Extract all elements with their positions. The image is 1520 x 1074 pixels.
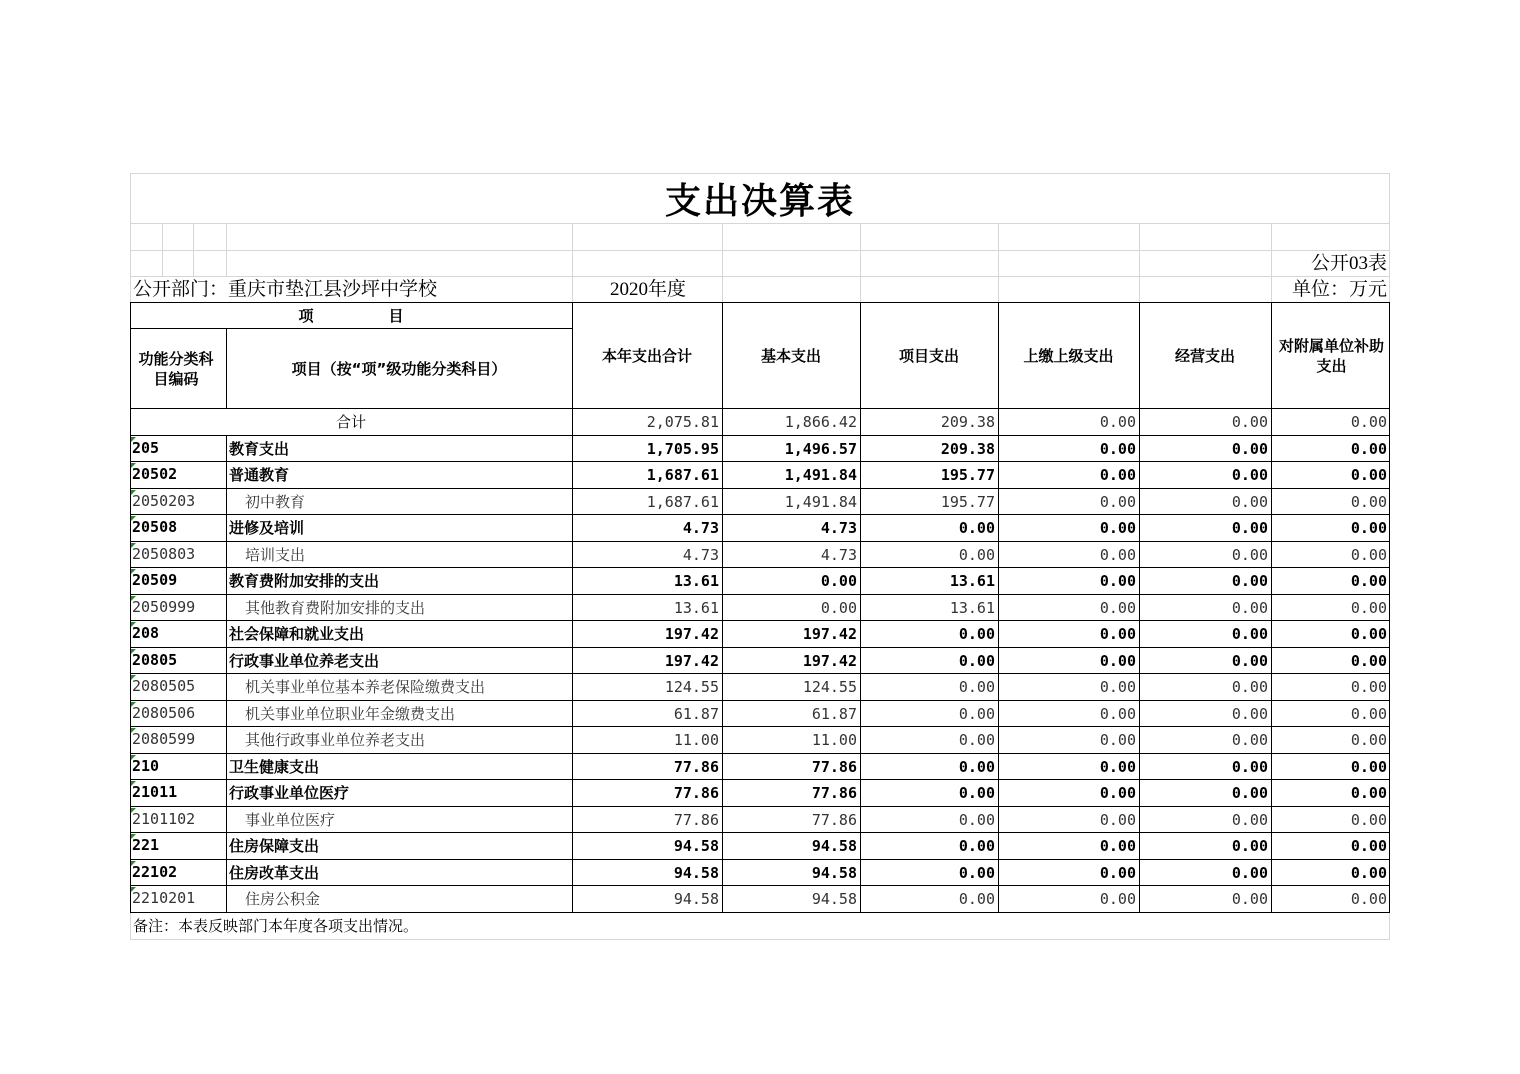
row-code: 2080599 — [132, 730, 196, 748]
row-value-0: 94.58 — [673, 863, 719, 882]
row-name: 普通教育 — [229, 466, 290, 484]
row-name: 培训支出 — [245, 545, 306, 564]
total-label: 合计 — [335, 413, 366, 431]
grid-line — [130, 594, 1390, 595]
row-value-0: 1,687.61 — [646, 466, 719, 484]
row-value-4: 0.00 — [1231, 598, 1268, 617]
row-value-0: 197.42 — [664, 651, 719, 670]
grid-line — [572, 223, 573, 276]
grid-line — [130, 567, 1390, 568]
header-name: 项目（按“项”级功能分类科目） — [291, 360, 507, 378]
grid-line — [130, 461, 1390, 462]
grid-line — [130, 328, 572, 329]
row-value-0: 1,705.95 — [646, 439, 719, 458]
row-value-2: 0.00 — [958, 678, 995, 696]
row-value-1: 94.58 — [811, 890, 857, 908]
row-value-1: 197.42 — [802, 651, 857, 670]
row-value-5: 0.00 — [1350, 810, 1387, 829]
grid-line — [130, 726, 1390, 727]
row-value-4: 0.00 — [1231, 466, 1268, 484]
row-value-4: 0.00 — [1231, 784, 1268, 802]
row-code: 22102 — [132, 862, 178, 881]
row-value-2: 0.00 — [958, 519, 995, 537]
expenditure-sheet — [130, 173, 1390, 940]
row-value-3: 0.00 — [1099, 784, 1136, 802]
row-value-4: 0.00 — [1231, 678, 1268, 696]
row-value-0: 124.55 — [664, 678, 719, 696]
total-value-3: 0.00 — [1099, 413, 1136, 431]
row-value-5: 0.00 — [1350, 492, 1387, 511]
row-name: 住房保障支出 — [229, 837, 320, 855]
row-value-0: 13.61 — [673, 598, 719, 617]
row-name: 机关事业单位职业年金缴费支出 — [245, 704, 456, 723]
row-value-3: 0.00 — [1099, 678, 1136, 696]
total-value-2: 209.38 — [940, 413, 995, 431]
form-code: 公开03表 — [1310, 253, 1387, 274]
grid-line — [130, 488, 1390, 489]
row-code: 20805 — [132, 650, 178, 669]
row-code: 205 — [132, 438, 160, 457]
row-code: 210 — [132, 756, 160, 775]
header-project: 项目支出 — [898, 347, 959, 365]
row-value-4: 0.00 — [1231, 492, 1268, 511]
row-name: 其他行政事业单位养老支出 — [245, 731, 426, 749]
grid-line — [130, 514, 1390, 515]
row-value-0: 1,687.61 — [646, 492, 719, 511]
grid-line — [226, 223, 227, 276]
row-value-2: 0.00 — [958, 704, 995, 723]
grid-line — [130, 806, 1390, 807]
row-name: 教育支出 — [229, 439, 290, 458]
row-value-1: 1,491.84 — [784, 492, 857, 511]
grid-line — [860, 276, 861, 303]
header-upper: 上缴上级支出 — [1023, 347, 1114, 365]
row-value-2: 0.00 — [958, 545, 995, 564]
row-code: 2080505 — [132, 677, 196, 695]
grid-line — [1271, 302, 1272, 913]
grid-line — [722, 223, 723, 276]
row-value-3: 0.00 — [1099, 439, 1136, 458]
row-code: 208 — [132, 624, 160, 642]
total-value-1: 1,866.42 — [784, 413, 857, 431]
row-value-1: 1,491.84 — [784, 466, 857, 484]
row-value-2: 0.00 — [958, 890, 995, 908]
grid-line — [130, 912, 1390, 913]
row-value-0: 13.61 — [673, 572, 719, 590]
grid-line — [130, 779, 1390, 780]
row-value-3: 0.00 — [1099, 651, 1136, 670]
grid-line — [860, 223, 861, 276]
row-value-5: 0.00 — [1350, 863, 1387, 882]
header-business: 经营支出 — [1174, 347, 1235, 365]
row-value-3: 0.00 — [1099, 757, 1136, 776]
grid-line — [572, 302, 573, 913]
row-value-3: 0.00 — [1099, 545, 1136, 564]
row-value-5: 0.00 — [1350, 784, 1387, 802]
row-value-4: 0.00 — [1231, 757, 1268, 776]
row-value-5: 0.00 — [1350, 466, 1387, 484]
footer-note: 备注：本表反映部门本年度各项支出情况。 — [133, 917, 419, 935]
row-name: 行政事业单位医疗 — [229, 784, 350, 802]
row-name: 事业单位医疗 — [245, 810, 336, 829]
row-value-2: 0.00 — [958, 863, 995, 882]
row-name: 社会保障和就业支出 — [229, 625, 365, 643]
row-value-4: 0.00 — [1231, 625, 1268, 643]
row-value-4: 0.00 — [1231, 439, 1268, 458]
row-name: 住房公积金 — [245, 890, 321, 908]
fiscal-year: 2020年度 — [609, 279, 686, 300]
row-code: 20502 — [132, 465, 178, 483]
row-value-5: 0.00 — [1350, 572, 1387, 590]
row-value-3: 0.00 — [1099, 519, 1136, 537]
row-code: 20509 — [132, 571, 178, 589]
row-name: 初中教育 — [245, 492, 306, 511]
row-code: 221 — [132, 836, 160, 854]
row-value-4: 0.00 — [1231, 704, 1268, 723]
grid-line — [572, 276, 573, 303]
row-value-3: 0.00 — [1099, 731, 1136, 749]
grid-line — [998, 302, 999, 913]
row-value-5: 0.00 — [1350, 837, 1387, 855]
grid-line — [130, 700, 1390, 701]
unit-label: 单位：万元 — [1291, 279, 1387, 300]
row-value-3: 0.00 — [1099, 837, 1136, 855]
row-value-4: 0.00 — [1231, 810, 1268, 829]
grid-line — [130, 435, 1390, 436]
row-value-1: 77.86 — [811, 784, 857, 802]
row-value-1: 61.87 — [811, 704, 857, 723]
row-value-1: 94.58 — [811, 837, 857, 855]
header-basic: 基本支出 — [760, 347, 821, 365]
grid-line — [130, 302, 131, 913]
row-value-3: 0.00 — [1099, 572, 1136, 590]
grid-line — [130, 859, 1390, 860]
grid-line — [130, 832, 1390, 833]
row-value-2: 0.00 — [958, 784, 995, 802]
row-value-4: 0.00 — [1231, 545, 1268, 564]
row-value-3: 0.00 — [1099, 598, 1136, 617]
row-value-2: 0.00 — [958, 837, 995, 855]
grid-line — [998, 276, 999, 303]
row-value-3: 0.00 — [1099, 863, 1136, 882]
grid-line — [130, 408, 1390, 409]
row-value-1: 124.55 — [802, 678, 857, 696]
grid-line — [130, 302, 1390, 303]
row-value-4: 0.00 — [1231, 731, 1268, 749]
row-value-3: 0.00 — [1099, 625, 1136, 643]
row-value-4: 0.00 — [1231, 519, 1268, 537]
row-name: 住房改革支出 — [229, 863, 320, 882]
sheet-title: 支出决算表 — [664, 180, 855, 222]
row-value-0: 4.73 — [682, 545, 719, 564]
row-value-0: 94.58 — [673, 890, 719, 908]
row-value-5: 0.00 — [1350, 890, 1387, 908]
row-value-2: 0.00 — [958, 731, 995, 749]
row-value-0: 94.58 — [673, 837, 719, 855]
row-value-0: 77.86 — [673, 757, 719, 776]
grid-line — [226, 436, 227, 913]
grid-line — [130, 541, 1390, 542]
grid-line — [1139, 302, 1140, 913]
row-name: 教育费附加安排的支出 — [229, 572, 380, 590]
row-value-5: 0.00 — [1350, 704, 1387, 723]
row-name: 行政事业单位养老支出 — [229, 651, 380, 670]
row-value-1: 11.00 — [811, 731, 857, 749]
row-value-1: 0.00 — [820, 598, 857, 617]
grid-line — [1271, 223, 1272, 276]
grid-line — [722, 276, 723, 303]
row-name: 其他教育费附加安排的支出 — [245, 598, 426, 617]
row-value-0: 11.00 — [673, 731, 719, 749]
row-value-1: 4.73 — [820, 519, 857, 537]
total-value-5: 0.00 — [1350, 413, 1387, 431]
grid-line — [130, 223, 1390, 224]
grid-line — [162, 223, 163, 276]
header-subsidy: 对附属单位补助支出 — [1278, 337, 1384, 375]
row-code: 20508 — [132, 518, 178, 536]
row-value-3: 0.00 — [1099, 704, 1136, 723]
row-value-2: 0.00 — [958, 651, 995, 670]
row-code: 2050999 — [132, 597, 196, 616]
row-value-2: 195.77 — [940, 492, 995, 511]
row-value-3: 0.00 — [1099, 810, 1136, 829]
row-code: 2101102 — [132, 809, 196, 828]
row-value-1: 4.73 — [820, 545, 857, 564]
grid-line — [1271, 276, 1272, 303]
row-value-5: 0.00 — [1350, 519, 1387, 537]
row-value-0: 197.42 — [664, 625, 719, 643]
row-value-5: 0.00 — [1350, 439, 1387, 458]
row-name: 进修及培训 — [229, 519, 305, 537]
row-value-5: 0.00 — [1350, 625, 1387, 643]
row-value-2: 195.77 — [940, 466, 995, 484]
row-value-2: 209.38 — [940, 439, 995, 458]
grid-line — [1139, 276, 1140, 303]
row-value-2: 13.61 — [949, 572, 995, 590]
grid-line — [130, 673, 1390, 674]
row-value-3: 0.00 — [1099, 466, 1136, 484]
row-value-0: 4.73 — [682, 519, 719, 537]
row-value-0: 77.86 — [673, 810, 719, 829]
row-value-1: 1,496.57 — [784, 439, 857, 458]
row-value-4: 0.00 — [1231, 572, 1268, 590]
row-value-1: 77.86 — [811, 810, 857, 829]
row-code: 21011 — [132, 783, 178, 801]
grid-line — [130, 885, 1390, 886]
row-value-5: 0.00 — [1350, 545, 1387, 564]
row-value-3: 0.00 — [1099, 492, 1136, 511]
grid-line — [130, 647, 1390, 648]
grid-line — [860, 302, 861, 913]
grid-line — [1389, 302, 1390, 913]
row-value-2: 13.61 — [949, 598, 995, 617]
row-value-5: 0.00 — [1350, 598, 1387, 617]
grid-line — [998, 223, 999, 276]
row-value-1: 0.00 — [820, 572, 857, 590]
total-value-4: 0.00 — [1231, 413, 1268, 431]
row-value-5: 0.00 — [1350, 757, 1387, 776]
grid-line — [130, 173, 1390, 174]
grid-line — [226, 328, 227, 409]
row-value-3: 0.00 — [1099, 890, 1136, 908]
row-value-4: 0.00 — [1231, 863, 1268, 882]
row-value-1: 77.86 — [811, 757, 857, 776]
department-label: 公开部门：重庆市垫江县沙坪中学校 — [133, 279, 438, 300]
grid-line — [130, 753, 1390, 754]
row-value-4: 0.00 — [1231, 651, 1268, 670]
row-value-5: 0.00 — [1350, 678, 1387, 696]
grid-line — [130, 276, 1390, 277]
row-value-4: 0.00 — [1231, 837, 1268, 855]
row-value-4: 0.00 — [1231, 890, 1268, 908]
row-code: 2080506 — [132, 703, 196, 722]
header-total: 本年支出合计 — [601, 347, 692, 365]
row-value-1: 94.58 — [811, 863, 857, 882]
header-project-group: 项 目 — [298, 307, 404, 325]
row-code: 2210201 — [132, 889, 196, 907]
grid-line — [193, 223, 194, 276]
row-value-2: 0.00 — [958, 625, 995, 643]
header-code: 功能分类科目编码 — [138, 350, 214, 388]
grid-line — [722, 302, 723, 913]
row-name: 卫生健康支出 — [229, 757, 320, 776]
grid-line — [1139, 223, 1140, 276]
row-code: 2050803 — [132, 544, 196, 563]
row-value-5: 0.00 — [1350, 731, 1387, 749]
grid-line — [130, 939, 1390, 940]
row-code: 2050203 — [132, 491, 196, 510]
row-value-2: 0.00 — [958, 810, 995, 829]
row-value-5: 0.00 — [1350, 651, 1387, 670]
grid-line — [130, 620, 1390, 621]
row-name: 机关事业单位基本养老保险缴费支出 — [245, 678, 486, 696]
row-value-0: 77.86 — [673, 784, 719, 802]
row-value-0: 61.87 — [673, 704, 719, 723]
row-value-2: 0.00 — [958, 757, 995, 776]
row-value-1: 197.42 — [802, 625, 857, 643]
grid-line — [130, 250, 1390, 251]
total-value-0: 2,075.81 — [646, 413, 719, 431]
